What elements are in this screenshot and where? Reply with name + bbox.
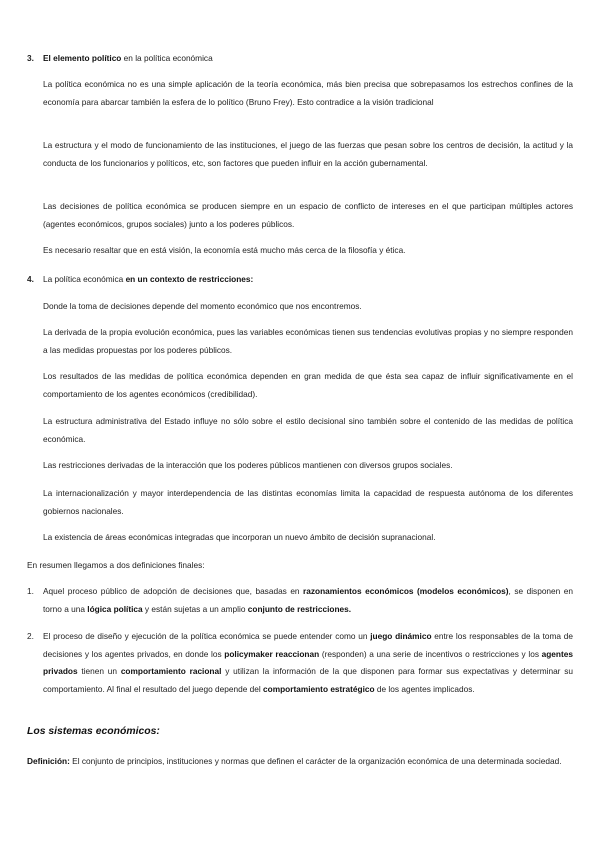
definition-1-bold-1: razonamientos económicos (modelos económicos) — [303, 586, 509, 596]
definition-2-text-1: El proceso de diseño y ejecución de la política económica se puede entender como un — [43, 631, 371, 641]
definition-2-text-6: de los agentes implicados. — [374, 683, 475, 694]
item-4-paragraph-5: Las restricciones derivadas de la interacción que los poderes públicos mantienen con diversos grupos sociales. — [43, 460, 453, 470]
item-3-heading — [43, 50, 573, 68]
definition-1-bold-3: conjunto de restricciones. — [247, 603, 352, 614]
systems-definition-label: Definición: — [27, 756, 70, 766]
item-4-number: 4. — [27, 274, 34, 284]
definition-2-bold-2: policymaker reaccionan — [224, 648, 320, 659]
item-3-number: 3. — [27, 53, 34, 63]
item-4-paragraph-2: La derivada de la propia evolución económica, pues las variables económicas tienen sus tendencias evolutivas propias y no siempre responden a las medidas propuestas por los poderes públicos. — [43, 327, 573, 355]
item-4-paragraph-6: La internacionalización y mayor interdependencia de las distintas economías limita la capacidad de respuesta autónoma de los diferentes gobiernos nacionales. — [43, 488, 573, 516]
item-3-paragraph-4: Es necesario resaltar que en está visión, la economía está mucho más cerca de la filosofía y ética. — [43, 245, 406, 255]
summary-intro: En resumen llegamos a dos definiciones finales: — [27, 560, 205, 570]
definition-2 — [43, 628, 573, 698]
item-4-paragraph-3: Los resultados de las medidas de política económica dependen en gran medida de que ésta sea capaz de influir significativamente en el comportamiento de los agentes económicos (credibilidad). — [43, 371, 573, 399]
item-4-heading-bold: en un contexto de restricciones: — [125, 274, 254, 284]
definition-2-text-4: tienen un — [77, 666, 121, 677]
systems-definition-text: El conjunto de principios, instituciones y normas que definen el carácter de la organización económica de una determinada sociedad. — [69, 756, 562, 766]
definition-2-bold-3: agentes privados — [43, 648, 573, 677]
definition-1-number: 1. — [27, 586, 34, 596]
definition-1-text-2: , se disponen en torno a una — [43, 586, 573, 614]
definition-2-bold-5: comportamiento estratégico — [263, 683, 375, 694]
definition-1-text-1: Aquel proceso público de adopción de decisiones que, basadas en — [43, 586, 304, 596]
definition-1-text-3: y están sujetas a un amplio — [142, 603, 248, 614]
item-4-paragraph-1: Donde la toma de decisiones depende del momento económico que nos encontremos. — [43, 301, 362, 311]
definition-2-bold-4: comportamiento racional — [120, 666, 222, 677]
item-3-heading-rest: en la política económica — [121, 53, 213, 63]
definition-2-number: 2. — [27, 631, 34, 641]
item-4-paragraph-7: La existencia de áreas económicas integradas que incorporan un nuevo ámbito de decisión supranacional. — [43, 532, 436, 542]
definition-1 — [43, 583, 573, 618]
item-3-heading-bold: El elemento político — [43, 53, 122, 63]
item-4-paragraph-4: La estructura administrativa del Estado influye no sólo sobre el estilo decisional sino también sobre el contenido de las medidas de política económica. — [43, 416, 573, 444]
definition-2-text-2: entre los responsables de la toma de decisiones y los agentes privados, en donde los — [43, 631, 573, 659]
definition-2-bold-1: juego dinámico — [370, 631, 432, 641]
section-heading: Los sistemas económicos: — [27, 726, 160, 737]
item-4-heading — [43, 271, 573, 289]
definition-2-text-5: y utilizan la información de la que disponen para formar sus expectativas y determinar su comportamiento. Al final el resultado del juego depende del — [43, 666, 574, 694]
item-4-heading-rest: La política económica — [43, 274, 126, 284]
item-3-paragraph-2: La estructura y el modo de funcionamiento de las instituciones, el juego de las fuerzas que pesan sobre los centros de decisión, la actitud y la conducta de los funcionarios y políticos, etc, son factores que pueden influir en la acción gubernamental. — [43, 140, 573, 168]
systems-definition — [27, 753, 573, 771]
item-3-paragraph-1: La política económica no es una simple aplicación de la teoría económica, más bien precisa que sobrepasamos los estrechos confines de la economía para abarcar también la esfera de lo político (Bruno Frey). Esto contradice a la visión tradicional — [43, 79, 573, 107]
definition-1-bold-2: lógica política — [87, 603, 143, 614]
item-3-paragraph-3: Las decisiones de política económica se producen siempre en un espacio de conflicto de intereses en el que participan múltiples actores (agentes económicos, grupos sociales) junto a los poderes públicos. — [43, 201, 573, 229]
definition-2-text-3: (responden) a una serie de incentivos o restricciones y los — [319, 648, 542, 659]
